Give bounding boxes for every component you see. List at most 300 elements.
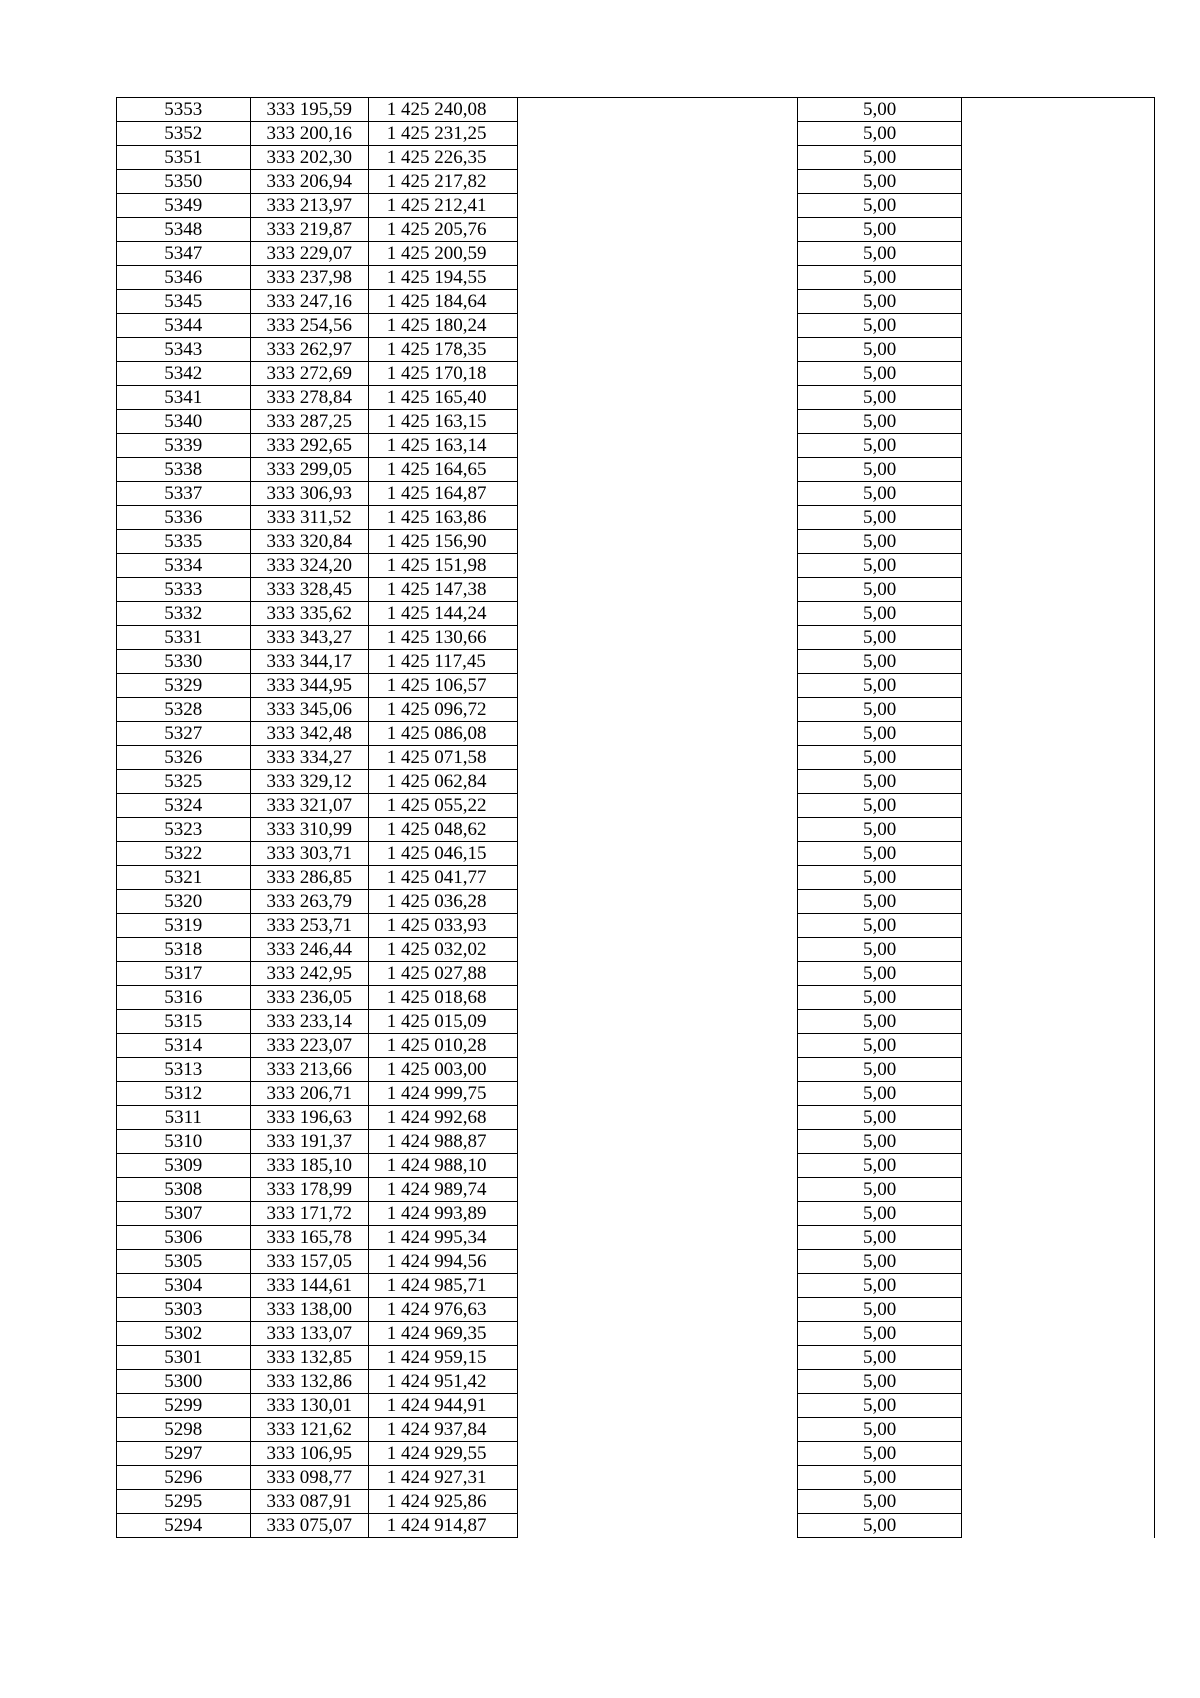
y-coordinate-cell: 1 425 200,59 bbox=[368, 242, 517, 266]
point-number-cell: 5325 bbox=[117, 770, 251, 794]
point-number-cell: 5294 bbox=[117, 1514, 251, 1538]
y-coordinate-cell: 1 424 969,35 bbox=[368, 1322, 517, 1346]
value-cell: 5,00 bbox=[798, 1226, 961, 1250]
point-number-cell: 5295 bbox=[117, 1490, 251, 1514]
value-cell: 5,00 bbox=[798, 98, 961, 122]
point-number-cell: 5320 bbox=[117, 890, 251, 914]
y-coordinate-cell: 1 425 205,76 bbox=[368, 218, 517, 242]
y-coordinate-cell: 1 424 927,31 bbox=[368, 1466, 517, 1490]
value-cell: 5,00 bbox=[798, 986, 961, 1010]
x-coordinate-cell: 333 345,06 bbox=[250, 698, 368, 722]
y-coordinate-cell: 1 425 130,66 bbox=[368, 626, 517, 650]
value-cell: 5,00 bbox=[798, 1250, 961, 1274]
empty-cell bbox=[961, 170, 1154, 194]
y-coordinate-cell: 1 425 240,08 bbox=[368, 98, 517, 122]
empty-cell bbox=[517, 506, 798, 530]
table-row bbox=[117, 1082, 1155, 1106]
table-row bbox=[117, 602, 1155, 626]
x-coordinate-cell: 333 262,97 bbox=[250, 338, 368, 362]
point-number-cell: 5307 bbox=[117, 1202, 251, 1226]
empty-cell bbox=[517, 602, 798, 626]
x-coordinate-cell: 333 253,71 bbox=[250, 914, 368, 938]
point-number-cell: 5310 bbox=[117, 1130, 251, 1154]
point-number-cell: 5334 bbox=[117, 554, 251, 578]
y-coordinate-cell: 1 425 180,24 bbox=[368, 314, 517, 338]
x-coordinate-cell: 333 344,17 bbox=[250, 650, 368, 674]
point-number-cell: 5331 bbox=[117, 626, 251, 650]
empty-cell bbox=[517, 1322, 798, 1346]
empty-cell bbox=[961, 506, 1154, 530]
x-coordinate-cell: 333 272,69 bbox=[250, 362, 368, 386]
value-cell: 5,00 bbox=[798, 194, 961, 218]
empty-cell bbox=[517, 1370, 798, 1394]
table-row bbox=[117, 458, 1155, 482]
point-number-cell: 5322 bbox=[117, 842, 251, 866]
point-number-cell: 5338 bbox=[117, 458, 251, 482]
point-number-cell: 5302 bbox=[117, 1322, 251, 1346]
point-number-cell: 5340 bbox=[117, 410, 251, 434]
empty-cell bbox=[517, 914, 798, 938]
empty-cell bbox=[961, 1130, 1154, 1154]
value-cell: 5,00 bbox=[798, 890, 961, 914]
empty-cell bbox=[961, 290, 1154, 314]
y-coordinate-cell: 1 424 944,91 bbox=[368, 1394, 517, 1418]
y-coordinate-cell: 1 425 184,64 bbox=[368, 290, 517, 314]
empty-cell bbox=[961, 1010, 1154, 1034]
y-coordinate-cell: 1 424 994,56 bbox=[368, 1250, 517, 1274]
empty-cell bbox=[961, 98, 1154, 122]
empty-cell bbox=[961, 674, 1154, 698]
x-coordinate-cell: 333 246,44 bbox=[250, 938, 368, 962]
table-row bbox=[117, 866, 1155, 890]
table-row bbox=[117, 1394, 1155, 1418]
y-coordinate-cell: 1 425 036,28 bbox=[368, 890, 517, 914]
table-row bbox=[117, 362, 1155, 386]
y-coordinate-cell: 1 425 062,84 bbox=[368, 770, 517, 794]
value-cell: 5,00 bbox=[798, 1034, 961, 1058]
x-coordinate-cell: 333 165,78 bbox=[250, 1226, 368, 1250]
table-row bbox=[117, 890, 1155, 914]
point-number-cell: 5303 bbox=[117, 1298, 251, 1322]
x-coordinate-cell: 333 121,62 bbox=[250, 1418, 368, 1442]
empty-cell bbox=[517, 1514, 798, 1538]
point-number-cell: 5311 bbox=[117, 1106, 251, 1130]
empty-cell bbox=[517, 554, 798, 578]
empty-cell bbox=[961, 602, 1154, 626]
point-number-cell: 5335 bbox=[117, 530, 251, 554]
y-coordinate-cell: 1 425 217,82 bbox=[368, 170, 517, 194]
value-cell: 5,00 bbox=[798, 170, 961, 194]
table-row bbox=[117, 290, 1155, 314]
empty-cell bbox=[517, 458, 798, 482]
value-cell: 5,00 bbox=[798, 1202, 961, 1226]
table-row bbox=[117, 434, 1155, 458]
table-row bbox=[117, 770, 1155, 794]
x-coordinate-cell: 333 335,62 bbox=[250, 602, 368, 626]
value-cell: 5,00 bbox=[798, 674, 961, 698]
empty-cell bbox=[517, 818, 798, 842]
value-cell: 5,00 bbox=[798, 386, 961, 410]
y-coordinate-cell: 1 424 976,63 bbox=[368, 1298, 517, 1322]
empty-cell bbox=[517, 1466, 798, 1490]
x-coordinate-cell: 333 324,20 bbox=[250, 554, 368, 578]
value-cell: 5,00 bbox=[798, 794, 961, 818]
empty-cell bbox=[517, 1082, 798, 1106]
y-coordinate-cell: 1 425 010,28 bbox=[368, 1034, 517, 1058]
value-cell: 5,00 bbox=[798, 1394, 961, 1418]
y-coordinate-cell: 1 424 951,42 bbox=[368, 1370, 517, 1394]
value-cell: 5,00 bbox=[798, 1154, 961, 1178]
x-coordinate-cell: 333 178,99 bbox=[250, 1178, 368, 1202]
point-number-cell: 5328 bbox=[117, 698, 251, 722]
empty-cell bbox=[517, 866, 798, 890]
table-row bbox=[117, 914, 1155, 938]
value-cell: 5,00 bbox=[798, 1082, 961, 1106]
y-coordinate-cell: 1 425 178,35 bbox=[368, 338, 517, 362]
x-coordinate-cell: 333 087,91 bbox=[250, 1490, 368, 1514]
y-coordinate-cell: 1 425 032,02 bbox=[368, 938, 517, 962]
empty-cell bbox=[961, 842, 1154, 866]
empty-cell bbox=[517, 290, 798, 314]
y-coordinate-cell: 1 425 194,55 bbox=[368, 266, 517, 290]
empty-cell bbox=[961, 122, 1154, 146]
x-coordinate-cell: 333 329,12 bbox=[250, 770, 368, 794]
y-coordinate-cell: 1 425 086,08 bbox=[368, 722, 517, 746]
empty-cell bbox=[517, 1394, 798, 1418]
value-cell: 5,00 bbox=[798, 506, 961, 530]
empty-cell bbox=[517, 1154, 798, 1178]
y-coordinate-cell: 1 424 988,10 bbox=[368, 1154, 517, 1178]
empty-cell bbox=[517, 122, 798, 146]
value-cell: 5,00 bbox=[798, 602, 961, 626]
point-number-cell: 5348 bbox=[117, 218, 251, 242]
empty-cell bbox=[517, 1226, 798, 1250]
point-number-cell: 5353 bbox=[117, 98, 251, 122]
y-coordinate-cell: 1 425 046,15 bbox=[368, 842, 517, 866]
point-number-cell: 5304 bbox=[117, 1274, 251, 1298]
empty-cell bbox=[961, 818, 1154, 842]
y-coordinate-cell: 1 425 156,90 bbox=[368, 530, 517, 554]
x-coordinate-cell: 333 306,93 bbox=[250, 482, 368, 506]
x-coordinate-cell: 333 311,52 bbox=[250, 506, 368, 530]
y-coordinate-cell: 1 425 151,98 bbox=[368, 554, 517, 578]
table-row bbox=[117, 962, 1155, 986]
x-coordinate-cell: 333 263,79 bbox=[250, 890, 368, 914]
table-row bbox=[117, 266, 1155, 290]
empty-cell bbox=[517, 1442, 798, 1466]
x-coordinate-cell: 333 098,77 bbox=[250, 1466, 368, 1490]
x-coordinate-cell: 333 343,27 bbox=[250, 626, 368, 650]
value-cell: 5,00 bbox=[798, 1370, 961, 1394]
table-row bbox=[117, 1370, 1155, 1394]
y-coordinate-cell: 1 424 993,89 bbox=[368, 1202, 517, 1226]
empty-cell bbox=[961, 1490, 1154, 1514]
point-number-cell: 5350 bbox=[117, 170, 251, 194]
empty-cell bbox=[961, 554, 1154, 578]
empty-cell bbox=[961, 1154, 1154, 1178]
value-cell: 5,00 bbox=[798, 266, 961, 290]
value-cell: 5,00 bbox=[798, 242, 961, 266]
empty-cell bbox=[517, 794, 798, 818]
empty-cell bbox=[961, 1322, 1154, 1346]
x-coordinate-cell: 333 191,37 bbox=[250, 1130, 368, 1154]
empty-cell bbox=[517, 146, 798, 170]
empty-cell bbox=[517, 530, 798, 554]
table-row bbox=[117, 1202, 1155, 1226]
y-coordinate-cell: 1 425 033,93 bbox=[368, 914, 517, 938]
empty-cell bbox=[961, 626, 1154, 650]
y-coordinate-cell: 1 425 055,22 bbox=[368, 794, 517, 818]
x-coordinate-cell: 333 144,61 bbox=[250, 1274, 368, 1298]
empty-cell bbox=[517, 674, 798, 698]
empty-cell bbox=[961, 986, 1154, 1010]
empty-cell bbox=[961, 530, 1154, 554]
x-coordinate-cell: 333 202,30 bbox=[250, 146, 368, 170]
y-coordinate-cell: 1 425 048,62 bbox=[368, 818, 517, 842]
x-coordinate-cell: 333 195,59 bbox=[250, 98, 368, 122]
y-coordinate-cell: 1 424 925,86 bbox=[368, 1490, 517, 1514]
y-coordinate-cell: 1 425 041,77 bbox=[368, 866, 517, 890]
table-row bbox=[117, 1322, 1155, 1346]
empty-cell bbox=[517, 1178, 798, 1202]
point-number-cell: 5316 bbox=[117, 986, 251, 1010]
value-cell: 5,00 bbox=[798, 122, 961, 146]
x-coordinate-cell: 333 157,05 bbox=[250, 1250, 368, 1274]
x-coordinate-cell: 333 223,07 bbox=[250, 1034, 368, 1058]
empty-cell bbox=[961, 314, 1154, 338]
point-number-cell: 5313 bbox=[117, 1058, 251, 1082]
x-coordinate-cell: 333 292,65 bbox=[250, 434, 368, 458]
empty-cell bbox=[517, 410, 798, 434]
x-coordinate-cell: 333 334,27 bbox=[250, 746, 368, 770]
table-row bbox=[117, 1466, 1155, 1490]
x-coordinate-cell: 333 342,48 bbox=[250, 722, 368, 746]
table-body bbox=[117, 98, 1155, 1538]
empty-cell bbox=[961, 914, 1154, 938]
empty-cell bbox=[517, 650, 798, 674]
value-cell: 5,00 bbox=[798, 314, 961, 338]
value-cell: 5,00 bbox=[798, 1514, 961, 1538]
x-coordinate-cell: 333 132,86 bbox=[250, 1370, 368, 1394]
point-number-cell: 5312 bbox=[117, 1082, 251, 1106]
value-cell: 5,00 bbox=[798, 962, 961, 986]
table-row bbox=[117, 1346, 1155, 1370]
empty-cell bbox=[517, 986, 798, 1010]
empty-cell bbox=[961, 242, 1154, 266]
y-coordinate-cell: 1 424 988,87 bbox=[368, 1130, 517, 1154]
table-row bbox=[117, 122, 1155, 146]
value-cell: 5,00 bbox=[798, 218, 961, 242]
y-coordinate-cell: 1 424 929,55 bbox=[368, 1442, 517, 1466]
x-coordinate-cell: 333 229,07 bbox=[250, 242, 368, 266]
y-coordinate-cell: 1 425 027,88 bbox=[368, 962, 517, 986]
x-coordinate-cell: 333 299,05 bbox=[250, 458, 368, 482]
x-coordinate-cell: 333 138,00 bbox=[250, 1298, 368, 1322]
point-number-cell: 5306 bbox=[117, 1226, 251, 1250]
table-row bbox=[117, 722, 1155, 746]
empty-cell bbox=[961, 746, 1154, 770]
value-cell: 5,00 bbox=[798, 746, 961, 770]
value-cell: 5,00 bbox=[798, 818, 961, 842]
point-number-cell: 5346 bbox=[117, 266, 251, 290]
value-cell: 5,00 bbox=[798, 1442, 961, 1466]
table-row bbox=[117, 1154, 1155, 1178]
x-coordinate-cell: 333 321,07 bbox=[250, 794, 368, 818]
point-number-cell: 5319 bbox=[117, 914, 251, 938]
value-cell: 5,00 bbox=[798, 866, 961, 890]
empty-cell bbox=[517, 362, 798, 386]
point-number-cell: 5321 bbox=[117, 866, 251, 890]
empty-cell bbox=[961, 794, 1154, 818]
empty-cell bbox=[517, 170, 798, 194]
empty-cell bbox=[517, 1034, 798, 1058]
value-cell: 5,00 bbox=[798, 578, 961, 602]
y-coordinate-cell: 1 424 989,74 bbox=[368, 1178, 517, 1202]
empty-cell bbox=[961, 650, 1154, 674]
x-coordinate-cell: 333 242,95 bbox=[250, 962, 368, 986]
table-row bbox=[117, 98, 1155, 122]
empty-cell bbox=[517, 314, 798, 338]
empty-cell bbox=[517, 746, 798, 770]
table-row bbox=[117, 1298, 1155, 1322]
y-coordinate-cell: 1 425 003,00 bbox=[368, 1058, 517, 1082]
empty-cell bbox=[961, 938, 1154, 962]
empty-cell bbox=[961, 1082, 1154, 1106]
y-coordinate-cell: 1 424 995,34 bbox=[368, 1226, 517, 1250]
empty-cell bbox=[961, 770, 1154, 794]
empty-cell bbox=[517, 194, 798, 218]
table-row bbox=[117, 698, 1155, 722]
empty-cell bbox=[517, 1346, 798, 1370]
empty-cell bbox=[517, 434, 798, 458]
y-coordinate-cell: 1 425 106,57 bbox=[368, 674, 517, 698]
x-coordinate-cell: 333 171,72 bbox=[250, 1202, 368, 1226]
x-coordinate-cell: 333 344,95 bbox=[250, 674, 368, 698]
x-coordinate-cell: 333 247,16 bbox=[250, 290, 368, 314]
point-number-cell: 5343 bbox=[117, 338, 251, 362]
empty-cell bbox=[517, 482, 798, 506]
empty-cell bbox=[517, 1058, 798, 1082]
x-coordinate-cell: 333 320,84 bbox=[250, 530, 368, 554]
point-number-cell: 5324 bbox=[117, 794, 251, 818]
x-coordinate-cell: 333 213,66 bbox=[250, 1058, 368, 1082]
table-row bbox=[117, 1250, 1155, 1274]
empty-cell bbox=[517, 722, 798, 746]
table-row bbox=[117, 1010, 1155, 1034]
value-cell: 5,00 bbox=[798, 1490, 961, 1514]
value-cell: 5,00 bbox=[798, 482, 961, 506]
point-number-cell: 5349 bbox=[117, 194, 251, 218]
x-coordinate-cell: 333 233,14 bbox=[250, 1010, 368, 1034]
value-cell: 5,00 bbox=[798, 1058, 961, 1082]
x-coordinate-cell: 333 328,45 bbox=[250, 578, 368, 602]
table-row bbox=[117, 842, 1155, 866]
empty-cell bbox=[517, 218, 798, 242]
y-coordinate-cell: 1 424 959,15 bbox=[368, 1346, 517, 1370]
table-row bbox=[117, 218, 1155, 242]
point-number-cell: 5327 bbox=[117, 722, 251, 746]
empty-cell bbox=[517, 1010, 798, 1034]
empty-cell bbox=[961, 434, 1154, 458]
value-cell: 5,00 bbox=[798, 1322, 961, 1346]
empty-cell bbox=[961, 386, 1154, 410]
empty-cell bbox=[961, 146, 1154, 170]
point-number-cell: 5332 bbox=[117, 602, 251, 626]
y-coordinate-cell: 1 425 015,09 bbox=[368, 1010, 517, 1034]
y-coordinate-cell: 1 425 226,35 bbox=[368, 146, 517, 170]
y-coordinate-cell: 1 425 071,58 bbox=[368, 746, 517, 770]
y-coordinate-cell: 1 425 163,86 bbox=[368, 506, 517, 530]
table-row bbox=[117, 194, 1155, 218]
empty-cell bbox=[517, 842, 798, 866]
empty-cell bbox=[961, 266, 1154, 290]
empty-cell bbox=[961, 1274, 1154, 1298]
point-number-cell: 5314 bbox=[117, 1034, 251, 1058]
empty-cell bbox=[961, 1298, 1154, 1322]
value-cell: 5,00 bbox=[798, 410, 961, 434]
point-number-cell: 5329 bbox=[117, 674, 251, 698]
value-cell: 5,00 bbox=[798, 698, 961, 722]
empty-cell bbox=[517, 578, 798, 602]
value-cell: 5,00 bbox=[798, 938, 961, 962]
empty-cell bbox=[961, 890, 1154, 914]
point-number-cell: 5296 bbox=[117, 1466, 251, 1490]
x-coordinate-cell: 333 219,87 bbox=[250, 218, 368, 242]
point-number-cell: 5297 bbox=[117, 1442, 251, 1466]
empty-cell bbox=[961, 578, 1154, 602]
table-row bbox=[117, 1130, 1155, 1154]
table-row bbox=[117, 1274, 1155, 1298]
value-cell: 5,00 bbox=[798, 530, 961, 554]
point-number-cell: 5342 bbox=[117, 362, 251, 386]
x-coordinate-cell: 333 075,07 bbox=[250, 1514, 368, 1538]
x-coordinate-cell: 333 236,05 bbox=[250, 986, 368, 1010]
empty-cell bbox=[961, 1442, 1154, 1466]
x-coordinate-cell: 333 278,84 bbox=[250, 386, 368, 410]
empty-cell bbox=[517, 770, 798, 794]
value-cell: 5,00 bbox=[798, 290, 961, 314]
empty-cell bbox=[517, 1418, 798, 1442]
table-row bbox=[117, 506, 1155, 530]
empty-cell bbox=[517, 242, 798, 266]
point-number-cell: 5298 bbox=[117, 1418, 251, 1442]
value-cell: 5,00 bbox=[798, 626, 961, 650]
table-row bbox=[117, 482, 1155, 506]
table-row bbox=[117, 1514, 1155, 1538]
point-number-cell: 5337 bbox=[117, 482, 251, 506]
value-cell: 5,00 bbox=[798, 842, 961, 866]
table-row bbox=[117, 578, 1155, 602]
y-coordinate-cell: 1 424 985,71 bbox=[368, 1274, 517, 1298]
table-row bbox=[117, 410, 1155, 434]
point-number-cell: 5317 bbox=[117, 962, 251, 986]
point-number-cell: 5300 bbox=[117, 1370, 251, 1394]
coordinates-table bbox=[116, 97, 1155, 1538]
empty-cell bbox=[961, 1418, 1154, 1442]
empty-cell bbox=[961, 338, 1154, 362]
empty-cell bbox=[517, 1274, 798, 1298]
point-number-cell: 5323 bbox=[117, 818, 251, 842]
y-coordinate-cell: 1 424 999,75 bbox=[368, 1082, 517, 1106]
point-number-cell: 5309 bbox=[117, 1154, 251, 1178]
table-row bbox=[117, 314, 1155, 338]
table-row bbox=[117, 1442, 1155, 1466]
empty-cell bbox=[517, 626, 798, 650]
point-number-cell: 5341 bbox=[117, 386, 251, 410]
x-coordinate-cell: 333 206,71 bbox=[250, 1082, 368, 1106]
point-number-cell: 5308 bbox=[117, 1178, 251, 1202]
empty-cell bbox=[961, 1202, 1154, 1226]
